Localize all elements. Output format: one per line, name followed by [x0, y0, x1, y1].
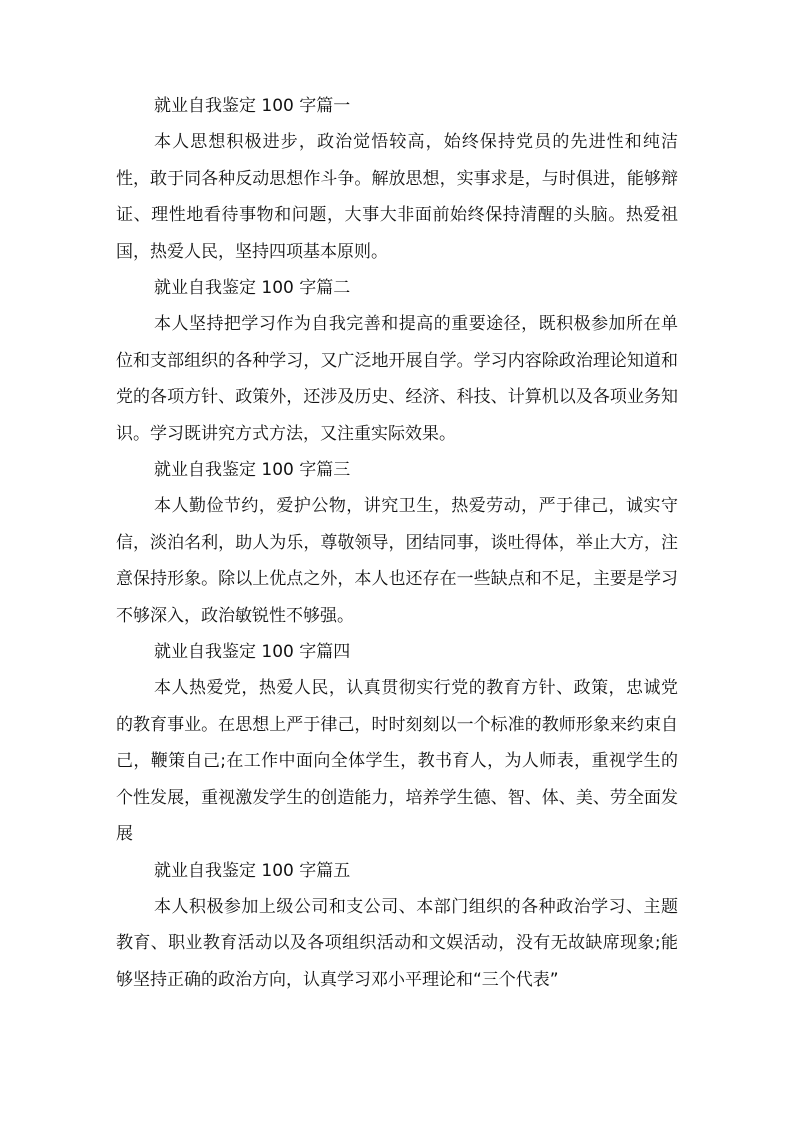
section-paragraph-3: 本人勤俭节约，爱护公物，讲究卫生，热爱劳动，严于律己，诚实守信，淡泊名利，助人为乐，尊敬领导，团结同事，谈吐得体，举止大方，注意保持形象。除以上优点之外，本人也还存在一些缺点和不足，主要是学习不够深入，政治敏锐性不够强。	[116, 496, 678, 626]
section-heading-2: 就业自我鉴定 100 字篇二	[154, 278, 351, 298]
section-paragraph-1: 本人思想积极进步，政治觉悟较高，始终保持党员的先进性和纯洁性，敢于同各种反动思想作斗争。解放思想，实事求是，与时俱进，能够辩证、理性地看待事物和问题，大事大非面前始终保持清醒的头脑。热爱祖国，热爱人民，坚持四项基本原则。	[116, 132, 678, 262]
section-heading-5: 就业自我鉴定 100 字篇五	[154, 860, 351, 881]
section-heading-3: 就业自我鉴定 100 字篇三	[154, 460, 351, 480]
section-heading-4: 就业自我鉴定 100 字篇四	[154, 642, 351, 662]
section-heading-1: 就业自我鉴定 100 字篇一	[154, 96, 351, 116]
document-body	[116, 88, 678, 998]
section-paragraph-4: 本人热爱党，热爱人民，认真贯彻实行党的教育方针、政策，忠诚党的教育事业。在思想上严于律己，时时刻刻以一个标准的教师形象来约束自己，鞭策自己;在工作中面向全体学生，教书育人，为人师表，重视学生的个性发展，重视激发学生的创造能力，培养学生德、智、体、美、劳全面发展	[116, 678, 678, 844]
section-paragraph-5: 本人积极参加上级公司和支公司、本部门组织的各种政治学习、主题教育、职业教育活动以及各项组织活动和文娱活动，没有无故缺席现象;能够坚持正确的政治方向，认真学习邓小平理论和“三个代表”	[116, 896, 678, 990]
section-paragraph-2: 本人坚持把学习作为自我完善和提高的重要途径，既积极参加所在单位和支部组织的各种学习，又广泛地开展自学。学习内容除政治理论知道和党的各项方针、政策外，还涉及历史、经济、科技、计算机以及各项业务知识。学习既讲究方式方法，又注重实际效果。	[116, 314, 678, 444]
